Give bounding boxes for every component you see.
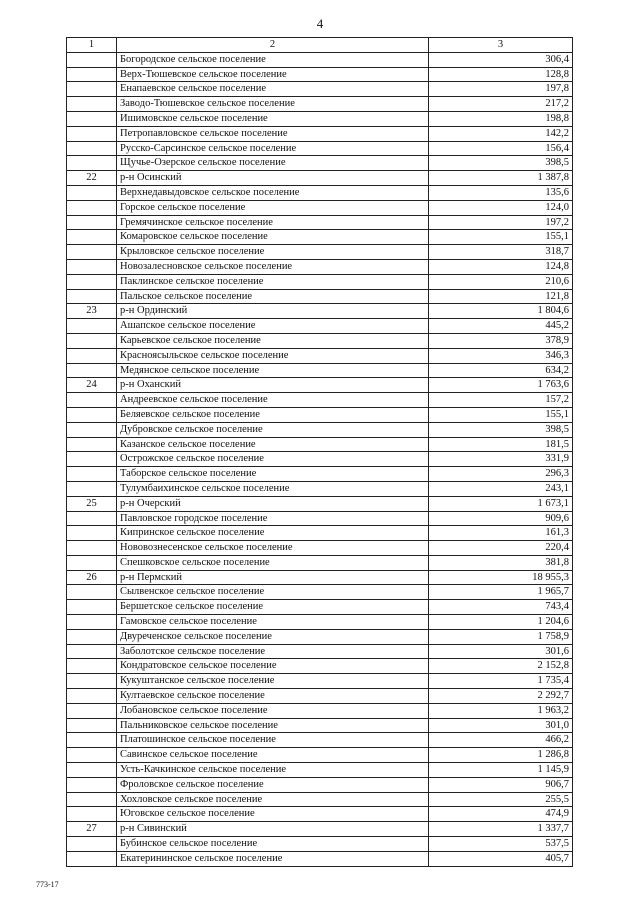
table-row	[67, 703, 573, 718]
table-row	[67, 792, 573, 807]
settlement-name-cell: Ашапское сельское поселение	[117, 319, 429, 334]
amount-cell: 124,8	[429, 259, 573, 274]
settlement-name-cell: р-н Сивинский	[117, 822, 429, 837]
table-row	[67, 200, 573, 215]
row-number-cell: 24	[67, 378, 117, 393]
row-number-cell	[67, 289, 117, 304]
settlement-name-cell: Екатерининское сельское поселение	[117, 851, 429, 866]
amount-cell: 220,4	[429, 541, 573, 556]
settlement-name-cell: Комаровское сельское поселение	[117, 230, 429, 245]
settlement-name-cell: Беляевское сельское поселение	[117, 407, 429, 422]
amount-cell: 2 292,7	[429, 689, 573, 704]
amount-cell: 1 735,4	[429, 674, 573, 689]
table-row	[67, 97, 573, 112]
amount-cell: 398,5	[429, 156, 573, 171]
column-header-name: 2	[117, 38, 429, 53]
table-row	[67, 585, 573, 600]
amount-cell: 318,7	[429, 245, 573, 260]
settlement-name-cell: Фроловское сельское поселение	[117, 777, 429, 792]
settlement-name-cell: Двуреченское сельское поселение	[117, 629, 429, 644]
settlement-name-cell: Хохловское сельское поселение	[117, 792, 429, 807]
amount-cell: 906,7	[429, 777, 573, 792]
table-row	[67, 807, 573, 822]
settlement-name-cell: Лобановское сельское поселение	[117, 703, 429, 718]
column-header-number: 1	[67, 38, 117, 53]
settlement-name-cell: р-н Осинский	[117, 171, 429, 186]
amount-cell: 128,8	[429, 67, 573, 82]
table-header-row	[67, 38, 573, 53]
amount-cell: 1 763,6	[429, 378, 573, 393]
row-number-cell	[67, 259, 117, 274]
row-number-cell	[67, 748, 117, 763]
settlement-name-cell: р-н Оханский	[117, 378, 429, 393]
amount-cell: 405,7	[429, 851, 573, 866]
settlement-name-cell: Красноясыльское сельское поселение	[117, 348, 429, 363]
table-row	[67, 570, 573, 585]
table-row	[67, 511, 573, 526]
amount-cell: 18 955,3	[429, 570, 573, 585]
settlement-name-cell: Сылвенское сельское поселение	[117, 585, 429, 600]
row-number-cell	[67, 600, 117, 615]
settlement-name-cell: Казанское сельское поселение	[117, 437, 429, 452]
row-number-cell	[67, 52, 117, 67]
amount-cell: 121,8	[429, 289, 573, 304]
amount-cell: 474,9	[429, 807, 573, 822]
table-row	[67, 393, 573, 408]
row-number-cell	[67, 126, 117, 141]
row-number-cell	[67, 111, 117, 126]
row-number-cell	[67, 703, 117, 718]
amount-cell: 181,5	[429, 437, 573, 452]
settlement-name-cell: Енапаевское сельское поселение	[117, 82, 429, 97]
row-number-cell	[67, 615, 117, 630]
row-number-cell	[67, 467, 117, 482]
row-number-cell	[67, 67, 117, 82]
settlement-name-cell: Гремячинское сельское поселение	[117, 215, 429, 230]
settlement-name-cell: Усть-Качкинское сельское поселение	[117, 763, 429, 778]
table-row	[67, 452, 573, 467]
settlement-name-cell: Савинское сельское поселение	[117, 748, 429, 763]
amount-cell: 909,6	[429, 511, 573, 526]
row-number-cell: 22	[67, 171, 117, 186]
row-number-cell	[67, 555, 117, 570]
settlement-name-cell: Дубровское сельское поселение	[117, 422, 429, 437]
table-row	[67, 141, 573, 156]
row-number-cell	[67, 851, 117, 866]
amount-cell: 466,2	[429, 733, 573, 748]
amount-cell: 1 804,6	[429, 304, 573, 319]
row-number-cell	[67, 792, 117, 807]
row-number-cell	[67, 837, 117, 852]
table-row	[67, 496, 573, 511]
settlement-name-cell: Кипринское сельское поселение	[117, 526, 429, 541]
row-number-cell	[67, 319, 117, 334]
amount-cell: 296,3	[429, 467, 573, 482]
row-number-cell	[67, 674, 117, 689]
amount-cell: 1 286,8	[429, 748, 573, 763]
amount-cell: 2 152,8	[429, 659, 573, 674]
amount-cell: 155,1	[429, 230, 573, 245]
settlement-name-cell: Бубинское сельское поселение	[117, 837, 429, 852]
table-row	[67, 156, 573, 171]
amount-cell: 135,6	[429, 185, 573, 200]
settlement-name-cell: Пальниковское сельское поселение	[117, 718, 429, 733]
row-number-cell	[67, 807, 117, 822]
table-row	[67, 644, 573, 659]
amount-cell: 634,2	[429, 363, 573, 378]
settlement-name-cell: Платошинское сельское поселение	[117, 733, 429, 748]
amount-cell: 243,1	[429, 481, 573, 496]
settlement-name-cell: Русско-Сарсинское сельское поселение	[117, 141, 429, 156]
amount-cell: 155,1	[429, 407, 573, 422]
table-row	[67, 230, 573, 245]
settlement-name-cell: Горское сельское поселение	[117, 200, 429, 215]
row-number-cell	[67, 659, 117, 674]
amount-cell: 1 204,6	[429, 615, 573, 630]
amount-cell: 398,5	[429, 422, 573, 437]
table-row	[67, 733, 573, 748]
table-row	[67, 481, 573, 496]
amount-cell: 743,4	[429, 600, 573, 615]
table-row	[67, 289, 573, 304]
settlement-name-cell: Нововознесенское сельское поселение	[117, 541, 429, 556]
amount-cell: 301,0	[429, 718, 573, 733]
settlement-name-cell: Верхнедавыдовское сельское поселение	[117, 185, 429, 200]
amount-cell: 157,2	[429, 393, 573, 408]
row-number-cell	[67, 407, 117, 422]
table-row	[67, 689, 573, 704]
amount-cell: 142,2	[429, 126, 573, 141]
amount-cell: 331,9	[429, 452, 573, 467]
amount-cell: 197,8	[429, 82, 573, 97]
table-row	[67, 629, 573, 644]
settlement-name-cell: Пальское сельское поселение	[117, 289, 429, 304]
amount-cell: 197,2	[429, 215, 573, 230]
settlement-name-cell: Култаевское сельское поселение	[117, 689, 429, 704]
settlement-name-cell: Паклинское сельское поселение	[117, 274, 429, 289]
amount-cell: 1 337,7	[429, 822, 573, 837]
row-number-cell	[67, 141, 117, 156]
row-number-cell	[67, 348, 117, 363]
amount-cell: 301,6	[429, 644, 573, 659]
table-row	[67, 259, 573, 274]
column-header-value: 3	[429, 38, 573, 53]
row-number-cell	[67, 689, 117, 704]
amount-cell: 445,2	[429, 319, 573, 334]
table-row	[67, 171, 573, 186]
settlement-name-cell: Кукуштанское сельское поселение	[117, 674, 429, 689]
table-row	[67, 718, 573, 733]
row-number-cell	[67, 200, 117, 215]
table-row	[67, 822, 573, 837]
table-row	[67, 777, 573, 792]
table-row	[67, 837, 573, 852]
row-number-cell	[67, 156, 117, 171]
table-row	[67, 851, 573, 866]
row-number-cell	[67, 215, 117, 230]
row-number-cell	[67, 481, 117, 496]
settlement-name-cell: Верх-Тюшевское сельское поселение	[117, 67, 429, 82]
amount-cell: 1 965,7	[429, 585, 573, 600]
table-row	[67, 615, 573, 630]
allocation-table	[66, 37, 573, 867]
table-body	[67, 52, 573, 866]
table-row	[67, 333, 573, 348]
settlement-name-cell: Гамовское сельское поселение	[117, 615, 429, 630]
table-row	[67, 245, 573, 260]
table-row	[67, 659, 573, 674]
table-row	[67, 185, 573, 200]
row-number-cell	[67, 363, 117, 378]
row-number-cell	[67, 422, 117, 437]
row-number-cell	[67, 733, 117, 748]
amount-cell: 537,5	[429, 837, 573, 852]
row-number-cell	[67, 82, 117, 97]
settlement-name-cell: Тулумбаихинское сельское поселение	[117, 481, 429, 496]
footer-code: 773-17	[36, 880, 59, 889]
table-row	[67, 304, 573, 319]
row-number-cell	[67, 333, 117, 348]
settlement-name-cell: Юговское сельское поселение	[117, 807, 429, 822]
table-row	[67, 555, 573, 570]
table-row	[67, 674, 573, 689]
amount-cell: 161,3	[429, 526, 573, 541]
settlement-name-cell: Кондратовское сельское поселение	[117, 659, 429, 674]
row-number-cell	[67, 629, 117, 644]
settlement-name-cell: р-н Очерский	[117, 496, 429, 511]
amount-cell: 1 673,1	[429, 496, 573, 511]
table-row	[67, 467, 573, 482]
settlement-name-cell: Медянское сельское поселение	[117, 363, 429, 378]
settlement-name-cell: Заболотское сельское поселение	[117, 644, 429, 659]
table-row	[67, 437, 573, 452]
amount-cell: 217,2	[429, 97, 573, 112]
row-number-cell	[67, 274, 117, 289]
row-number-cell	[67, 777, 117, 792]
settlement-name-cell: р-н Пермский	[117, 570, 429, 585]
table-row	[67, 52, 573, 67]
table-row	[67, 126, 573, 141]
row-number-cell	[67, 185, 117, 200]
table-row	[67, 541, 573, 556]
table-row	[67, 82, 573, 97]
amount-cell: 381,8	[429, 555, 573, 570]
row-number-cell	[67, 644, 117, 659]
table-row	[67, 763, 573, 778]
amount-cell: 1 963,2	[429, 703, 573, 718]
amount-cell: 378,9	[429, 333, 573, 348]
row-number-cell	[67, 763, 117, 778]
settlement-name-cell: Богородское сельское поселение	[117, 52, 429, 67]
row-number-cell	[67, 230, 117, 245]
row-number-cell	[67, 393, 117, 408]
settlement-name-cell: Ишимовское сельское поселение	[117, 111, 429, 126]
row-number-cell	[67, 245, 117, 260]
table-row	[67, 348, 573, 363]
table-row	[67, 274, 573, 289]
amount-cell: 306,4	[429, 52, 573, 67]
table-row	[67, 600, 573, 615]
row-number-cell	[67, 541, 117, 556]
table-row	[67, 378, 573, 393]
amount-cell: 210,6	[429, 274, 573, 289]
settlement-name-cell: р-н Ординский	[117, 304, 429, 319]
settlement-name-cell: Спешковское сельское поселение	[117, 555, 429, 570]
row-number-cell	[67, 97, 117, 112]
row-number-cell	[67, 437, 117, 452]
settlement-name-cell: Карьевское сельское поселение	[117, 333, 429, 348]
settlement-name-cell: Андреевское сельское поселение	[117, 393, 429, 408]
table-row	[67, 319, 573, 334]
settlement-name-cell: Крыловское сельское поселение	[117, 245, 429, 260]
table-row	[67, 422, 573, 437]
row-number-cell: 25	[67, 496, 117, 511]
amount-cell: 1 387,8	[429, 171, 573, 186]
amount-cell: 156,4	[429, 141, 573, 156]
settlement-name-cell: Таборское сельское поселение	[117, 467, 429, 482]
settlement-name-cell: Бершетское сельское поселение	[117, 600, 429, 615]
amount-cell: 124,0	[429, 200, 573, 215]
row-number-cell: 27	[67, 822, 117, 837]
row-number-cell	[67, 585, 117, 600]
settlement-name-cell: Новозалесновское сельское поселение	[117, 259, 429, 274]
settlement-name-cell: Павловское городское поселение	[117, 511, 429, 526]
table-row	[67, 748, 573, 763]
row-number-cell	[67, 511, 117, 526]
settlement-name-cell: Петропавловское сельское поселение	[117, 126, 429, 141]
settlement-name-cell: Щучье-Озерское сельское поселение	[117, 156, 429, 171]
amount-cell: 1 758,9	[429, 629, 573, 644]
settlement-name-cell: Острожское сельское поселение	[117, 452, 429, 467]
row-number-cell: 26	[67, 570, 117, 585]
page-number: 4	[316, 16, 324, 31]
row-number-cell	[67, 526, 117, 541]
table-row	[67, 407, 573, 422]
settlement-name-cell: Заводо-Тюшевское сельское поселение	[117, 97, 429, 112]
amount-cell: 346,3	[429, 348, 573, 363]
row-number-cell	[67, 452, 117, 467]
row-number-cell: 23	[67, 304, 117, 319]
table-row	[67, 526, 573, 541]
row-number-cell	[67, 718, 117, 733]
table-row	[67, 363, 573, 378]
amount-cell: 255,5	[429, 792, 573, 807]
table-row	[67, 215, 573, 230]
table-row	[67, 111, 573, 126]
table-row	[67, 67, 573, 82]
amount-cell: 1 145,9	[429, 763, 573, 778]
amount-cell: 198,8	[429, 111, 573, 126]
